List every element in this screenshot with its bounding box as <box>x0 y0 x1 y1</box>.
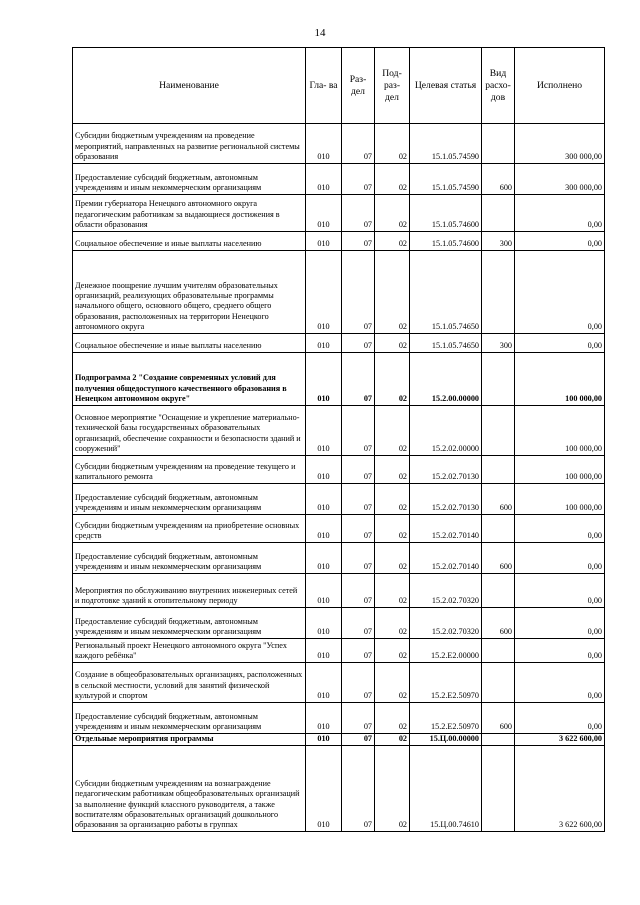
cell-section: 07 <box>342 639 375 663</box>
cell-chapter: 010 <box>306 406 342 456</box>
cell-name: Субсидии бюджетным учреждениям на проведение мероприятий, направленных на развитие региональной системы образования <box>73 124 306 164</box>
cell-expense-type <box>482 353 515 406</box>
cell-chapter: 010 <box>306 353 342 406</box>
cell-section: 07 <box>342 608 375 639</box>
cell-expense-type <box>482 456 515 484</box>
cell-chapter: 010 <box>306 515 342 543</box>
table-row <box>73 484 605 515</box>
cell-section: 07 <box>342 251 375 334</box>
cell-section: 07 <box>342 406 375 456</box>
cell-expense-type: 600 <box>482 164 515 195</box>
cell-section: 07 <box>342 484 375 515</box>
table-row <box>73 124 605 164</box>
cell-expense-type <box>482 251 515 334</box>
cell-chapter: 010 <box>306 251 342 334</box>
cell-section: 07 <box>342 334 375 353</box>
cell-subsection: 02 <box>375 608 410 639</box>
table-row <box>73 639 605 663</box>
cell-chapter: 010 <box>306 639 342 663</box>
cell-section: 07 <box>342 164 375 195</box>
cell-expense-type <box>482 734 515 746</box>
table-row <box>73 663 605 703</box>
cell-name: Социальное обеспечение и иные выплаты населению <box>73 232 306 251</box>
cell-name: Предоставление субсидий бюджетным, автономным учреждениям и иным некоммерческим организациям <box>73 703 306 734</box>
table-row <box>73 232 605 251</box>
cell-name: Создание в общеобразовательных организациях, расположенных в сельской местности, условий для занятий физической культурой и спортом <box>73 663 306 703</box>
cell-expense-type: 300 <box>482 334 515 353</box>
cell-section: 07 <box>342 124 375 164</box>
cell-chapter: 010 <box>306 543 342 574</box>
cell-executed: 0,00 <box>515 639 605 663</box>
table-row <box>73 608 605 639</box>
cell-section: 07 <box>342 232 375 251</box>
table-row <box>73 406 605 456</box>
table-row <box>73 574 605 608</box>
cell-chapter: 010 <box>306 574 342 608</box>
cell-executed: 3 622 600,00 <box>515 734 605 746</box>
cell-subsection: 02 <box>375 574 410 608</box>
header-subsection: Под- раз- дел <box>375 48 410 124</box>
cell-section: 07 <box>342 734 375 746</box>
cell-subsection: 02 <box>375 703 410 734</box>
cell-expense-type <box>482 574 515 608</box>
header-section: Раз- дел <box>342 48 375 124</box>
table-row <box>73 456 605 484</box>
cell-expense-type: 600 <box>482 703 515 734</box>
cell-target: 15.2.02.70140 <box>410 543 482 574</box>
cell-expense-type <box>482 406 515 456</box>
cell-chapter: 010 <box>306 195 342 232</box>
table-row <box>73 703 605 734</box>
header-chapter: Гла- ва <box>306 48 342 124</box>
cell-chapter: 010 <box>306 734 342 746</box>
cell-expense-type: 600 <box>482 543 515 574</box>
cell-subsection: 02 <box>375 639 410 663</box>
cell-subsection: 02 <box>375 515 410 543</box>
cell-chapter: 010 <box>306 663 342 703</box>
cell-subsection: 02 <box>375 543 410 574</box>
cell-section: 07 <box>342 663 375 703</box>
cell-name: Предоставление субсидий бюджетным, автономным учреждениям и иным некоммерческим организациям <box>73 543 306 574</box>
cell-target: 15.2.Е2.50970 <box>410 663 482 703</box>
cell-executed: 100 000,00 <box>515 484 605 515</box>
cell-target: 15.1.05.74600 <box>410 232 482 251</box>
table-row <box>73 334 605 353</box>
cell-section: 07 <box>342 703 375 734</box>
cell-section: 07 <box>342 456 375 484</box>
header-row <box>73 48 605 124</box>
cell-target: 15.2.02.70320 <box>410 574 482 608</box>
cell-chapter: 010 <box>306 232 342 251</box>
cell-subsection: 02 <box>375 456 410 484</box>
cell-chapter: 010 <box>306 484 342 515</box>
cell-target: 15.1.05.74590 <box>410 164 482 195</box>
cell-executed: 100 000,00 <box>515 406 605 456</box>
cell-subsection: 02 <box>375 484 410 515</box>
cell-section: 07 <box>342 574 375 608</box>
cell-executed: 0,00 <box>515 543 605 574</box>
cell-name: Премии губернатора Ненецкого автономного округа педагогическим работникам за выдающиеся достижения в области образования <box>73 195 306 232</box>
cell-expense-type: 600 <box>482 608 515 639</box>
header-target: Целевая статья <box>410 48 482 124</box>
budget-execution-table <box>72 47 605 832</box>
cell-subsection: 02 <box>375 663 410 703</box>
cell-target: 15.2.00.00000 <box>410 353 482 406</box>
cell-subsection: 02 <box>375 334 410 353</box>
cell-section: 07 <box>342 515 375 543</box>
cell-subsection: 02 <box>375 164 410 195</box>
cell-expense-type <box>482 515 515 543</box>
cell-section: 07 <box>342 543 375 574</box>
header-expense-type: Вид расхо- дов <box>482 48 515 124</box>
cell-name: Мероприятия по обслуживанию внутренних инженерных сетей и подготовке зданий к отопительному периоду <box>73 574 306 608</box>
cell-name: Денежное поощрение лучшим учителям образовательных организаций, реализующих образовательные программы начального общего, основного общего, среднего общего образования, расположенных на территории Ненецкого автономного округа <box>73 251 306 334</box>
cell-target: 15.2.02.70140 <box>410 515 482 543</box>
cell-subsection: 02 <box>375 406 410 456</box>
cell-subsection: 02 <box>375 734 410 746</box>
cell-expense-type: 300 <box>482 232 515 251</box>
cell-subsection: 02 <box>375 251 410 334</box>
cell-target: 15.2.Е2.00000 <box>410 639 482 663</box>
table-row <box>73 543 605 574</box>
cell-expense-type <box>482 195 515 232</box>
cell-executed: 300 000,00 <box>515 164 605 195</box>
cell-name: Субсидии бюджетным учреждениям на приобретение основных средств <box>73 515 306 543</box>
cell-name: Отдельные мероприятия программы <box>73 734 306 746</box>
header-name: Наименование <box>73 48 306 124</box>
cell-name: Субсидии бюджетным учреждениям на проведение текущего и капитального ремонта <box>73 456 306 484</box>
cell-chapter: 010 <box>306 456 342 484</box>
cell-executed: 300 000,00 <box>515 124 605 164</box>
table-row <box>73 353 605 406</box>
table-body <box>73 124 605 832</box>
table-row <box>73 746 605 832</box>
cell-subsection: 02 <box>375 124 410 164</box>
cell-section: 07 <box>342 353 375 406</box>
table-row <box>73 251 605 334</box>
cell-executed: 0,00 <box>515 703 605 734</box>
cell-executed: 0,00 <box>515 251 605 334</box>
cell-executed: 0,00 <box>515 232 605 251</box>
cell-executed: 0,00 <box>515 574 605 608</box>
cell-subsection: 02 <box>375 232 410 251</box>
cell-expense-type <box>482 124 515 164</box>
cell-chapter: 010 <box>306 746 342 832</box>
cell-executed: 3 622 600,00 <box>515 746 605 832</box>
cell-executed: 0,00 <box>515 608 605 639</box>
cell-executed: 0,00 <box>515 663 605 703</box>
cell-name: Субсидии бюджетным учреждениям на вознаграждение педагогическим работникам общеобразовательных организаций за выполнение функций классного руководителя, а также воспитателям образовательных организаций дошкольного образования за организацию работы в группах <box>73 746 306 832</box>
cell-expense-type <box>482 746 515 832</box>
cell-chapter: 010 <box>306 608 342 639</box>
cell-name: Подпрограмма 2 "Создание современных условий для получения общедоступного качественного образования в Ненецком автономном округе" <box>73 353 306 406</box>
table-row <box>73 734 605 746</box>
cell-target: 15.2.02.70130 <box>410 456 482 484</box>
cell-target: 15.1.05.74600 <box>410 195 482 232</box>
cell-target: 15.Ц.00.74610 <box>410 746 482 832</box>
cell-target: 15.2.02.00000 <box>410 406 482 456</box>
cell-target: 15.1.05.74590 <box>410 124 482 164</box>
cell-chapter: 010 <box>306 124 342 164</box>
cell-target: 15.1.05.74650 <box>410 334 482 353</box>
cell-target: 15.2.02.70320 <box>410 608 482 639</box>
cell-name: Основное мероприятие "Оснащение и укрепление материально-технической базы государственных образовательных организаций, обеспечение сохранности и безопасности зданий и сооружений" <box>73 406 306 456</box>
cell-expense-type <box>482 639 515 663</box>
cell-expense-type <box>482 663 515 703</box>
cell-name: Предоставление субсидий бюджетным, автономным учреждениям и иным некоммерческим организациям <box>73 164 306 195</box>
cell-section: 07 <box>342 746 375 832</box>
cell-name: Региональный проект Ненецкого автономного округа "Успех каждого ребёнка" <box>73 639 306 663</box>
cell-subsection: 02 <box>375 353 410 406</box>
cell-target: 15.2.Е2.50970 <box>410 703 482 734</box>
cell-chapter: 010 <box>306 164 342 195</box>
cell-chapter: 010 <box>306 703 342 734</box>
table-row <box>73 164 605 195</box>
cell-subsection: 02 <box>375 195 410 232</box>
table-row <box>73 195 605 232</box>
cell-name: Предоставление субсидий бюджетным, автономным учреждениям и иным некоммерческим организациям <box>73 608 306 639</box>
cell-executed: 100 000,00 <box>515 456 605 484</box>
cell-target: 15.Ц.00.00000 <box>410 734 482 746</box>
table-row <box>73 515 605 543</box>
cell-executed: 0,00 <box>515 515 605 543</box>
cell-executed: 0,00 <box>515 195 605 232</box>
cell-section: 07 <box>342 195 375 232</box>
cell-target: 15.2.02.70130 <box>410 484 482 515</box>
page-number: 14 <box>314 27 326 39</box>
cell-executed: 0,00 <box>515 334 605 353</box>
cell-expense-type: 600 <box>482 484 515 515</box>
header-executed: Исполнено <box>515 48 605 124</box>
cell-subsection: 02 <box>375 746 410 832</box>
cell-name: Предоставление субсидий бюджетным, автономным учреждениям и иным некоммерческим организациям <box>73 484 306 515</box>
cell-executed: 100 000,00 <box>515 353 605 406</box>
cell-target: 15.1.05.74650 <box>410 251 482 334</box>
cell-name: Социальное обеспечение и иные выплаты населению <box>73 334 306 353</box>
cell-chapter: 010 <box>306 334 342 353</box>
